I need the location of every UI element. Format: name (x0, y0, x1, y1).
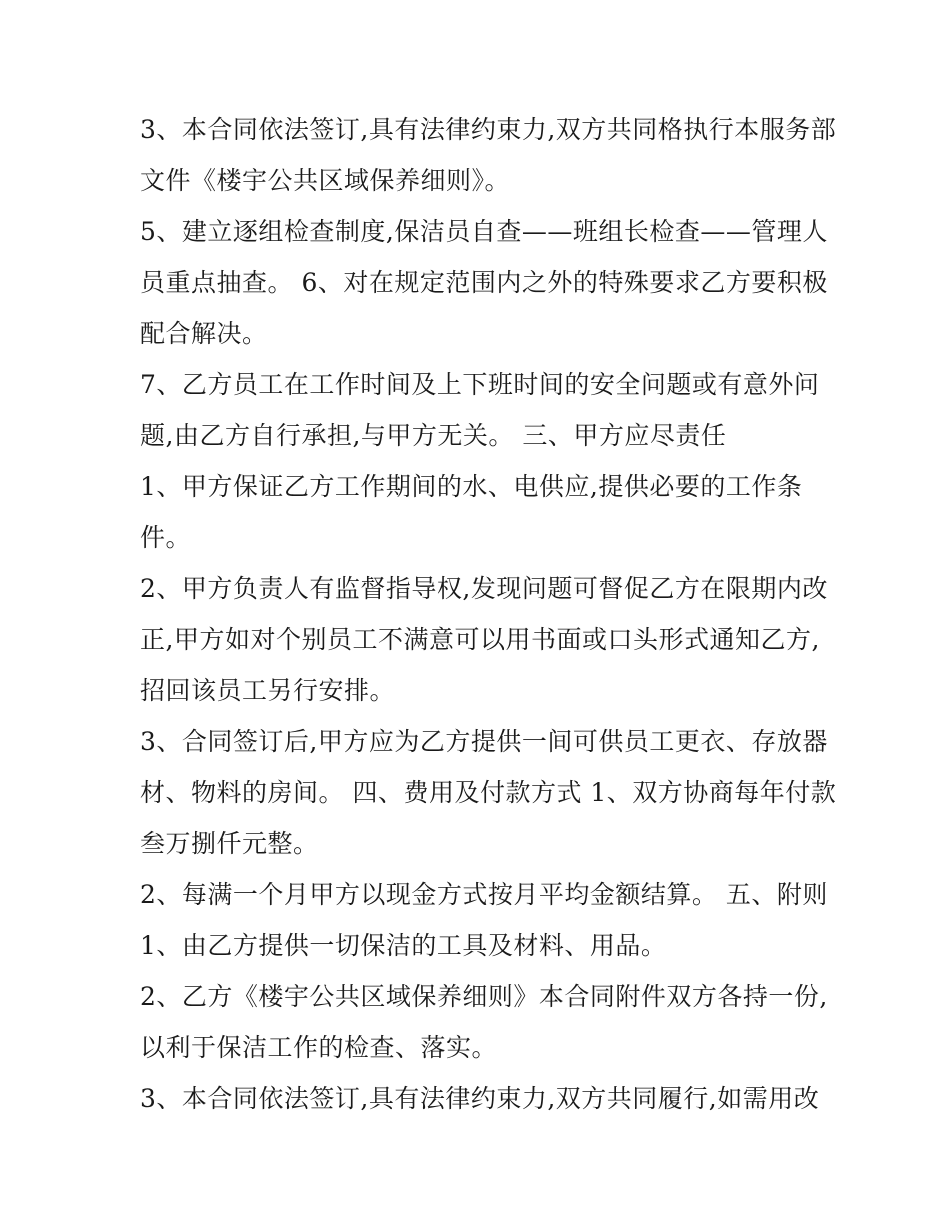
text-line: 正,甲方如对个别员工不满意可以用书面或口头形式通知乙方, (140, 625, 820, 654)
text-line: 1、甲方保证乙方工作期间的水、电供应,提供必要的工作条 (140, 472, 803, 501)
text-line: 叁万捌仟元整。 (140, 829, 319, 858)
text-line: 配合解决。 (140, 319, 268, 348)
text-line: 5、建立逐组检查制度,保洁员自查——班组长检查——管理人 (140, 217, 828, 246)
text-line: 件。 (140, 523, 192, 552)
contract-text-body (140, 104, 837, 1124)
text-line: 3、本合同依法签订,具有法律约束力,双方共同格执行本服务部 (140, 115, 837, 144)
text-line: 题,由乙方自行承担,与甲方无关。 三、甲方应尽责任 (140, 421, 727, 450)
text-line: 2、乙方《楼宇公共区域保养细则》本合同附件双方各持一份, (140, 982, 828, 1011)
text-line: 招回该员工另行安排。 (140, 676, 396, 705)
text-line: 材、物料的房间。 四、费用及付款方式 1、双方协商每年付款 (140, 778, 837, 807)
text-line: 2、每满一个月甲方以现金方式按月平均金额结算。 五、附则 (140, 880, 828, 909)
text-line: 1、由乙方提供一切保洁的工具及材料、用品。 (140, 931, 667, 960)
text-line: 3、本合同依法签订,具有法律约束力,双方共同履行,如需用改 (140, 1084, 820, 1113)
text-line: 员重点抽查。 6、对在规定范围内之外的特殊要求乙方要积极 (140, 268, 828, 297)
text-line: 文件《楼宇公共区域保养细则》。 (140, 166, 511, 195)
text-line: 3、合同签订后,甲方应为乙方提供一间可供员工更衣、存放器 (140, 727, 828, 756)
text-line: 以利于保洁工作的检查、落实。 (140, 1033, 498, 1062)
text-line: 2、甲方负责人有监督指导权,发现问题可督促乙方在限期内改 (140, 574, 828, 603)
text-line: 7、乙方员工在工作时间及上下班时间的安全问题或有意外问 (140, 370, 820, 399)
